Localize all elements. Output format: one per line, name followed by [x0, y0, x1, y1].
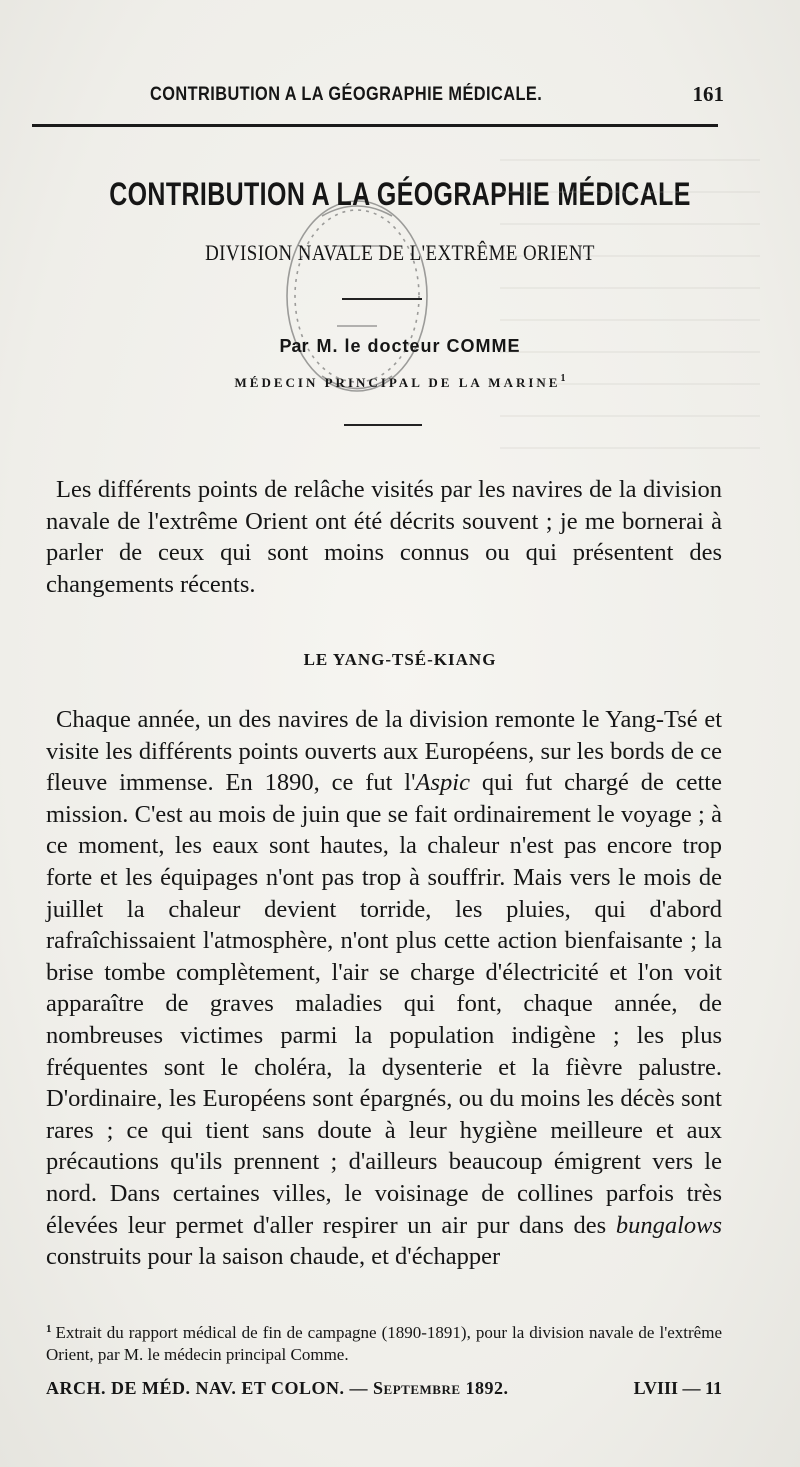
paragraph-text-1: Chaque année, un des navires de la division remonte le Yang-Tsé et visite les différents points ouverts aux Européens, sur les bords de ce fleuve immense. En 1890, ce fut l' [46, 706, 722, 797]
paragraph-text-2: qui fut chargé de cette mission. C'est au mois de juin que se fait ordinairement le voyage ; à ce moment, les eaux sont hautes, la chaleur n'est pas encore trop forte et les équipages n'ont pas trop à souffrir. Mais vers le mois de juillet la chaleur devient torride, les pluies, qui d'abord rafraîchissaient l'atmosphère, n'ont plus cette action bienfaisante ; la brise tombe complètement, l'air se charge d'électricité et l'on voit apparaître de graves maladies qui font, chaque année, de nombreuses victimes parmi la population indigène ; les plus fréquentes sont le choléra, la dysenterie et la fièvre palustre. D'ordinaire, les Européens sont épargnés, ou du moins les décès sont rares ; ce qui tient sans doute à leur hygiène meilleure et aux précautions qu'ils prennent ; d'ailleurs beaucoup émigrent vers le nord. Dans certaines villes, le voisinage de collines parfois très élevées leur permet d'aller respirer un air pur dans des [46, 769, 722, 1239]
author-rule [344, 424, 422, 426]
author-role-text: MÉDECIN PRINCIPAL DE LA MARINE [234, 375, 561, 390]
author-line [0, 336, 800, 357]
author-prefix: Par [279, 336, 309, 356]
article-subtitle: DIVISION NAVALE DE L'EXTRÊME ORIENT [205, 240, 595, 265]
footnote-reference: 1 [560, 373, 566, 384]
footnote-mark: 1 [46, 1323, 52, 1335]
title-rule [342, 298, 422, 300]
footnote [46, 1318, 722, 1366]
section-paragraph [46, 704, 722, 1273]
running-head [0, 80, 800, 110]
section-heading: LE YANG-TSÉ-KIANG [303, 650, 497, 669]
footer-journal: ARCH. DE MÉD. NAV. ET COLON. — Septembre 1892. [46, 1378, 509, 1398]
article-title: CONTRIBUTION A LA GÉOGRAPHIE MÉDICALE [109, 176, 691, 212]
page-footer [46, 1378, 722, 1404]
footnote-text: Extrait du rapport médical de fin de campagne (1890-1891), pour la division navale de l'extrême Orient, par M. le médecin principal Comme. [46, 1323, 722, 1364]
header-rule [32, 124, 718, 127]
paragraph-text-3: construits pour la saison chaude, et d'échapper [46, 1243, 501, 1271]
author-name: M. le docteur COMME [316, 336, 521, 356]
intro-paragraph: Les différents points de relâche visités par les navires de la division navale de l'extrême Orient ont été décrits souvent ; je me bornerai à parler de ceux qui sont moins connus ou qui présentent des changements récents. [46, 476, 722, 598]
running-title: CONTRIBUTION A LA GÉOGRAPHIE MÉDICALE. [150, 84, 543, 105]
author-role [0, 373, 800, 391]
ship-name: Aspic [415, 769, 470, 797]
footer-volume: LVIII — 11 [633, 1378, 722, 1398]
page-number: 161 [692, 82, 724, 106]
bungalows-term: bungalows [615, 1211, 722, 1239]
